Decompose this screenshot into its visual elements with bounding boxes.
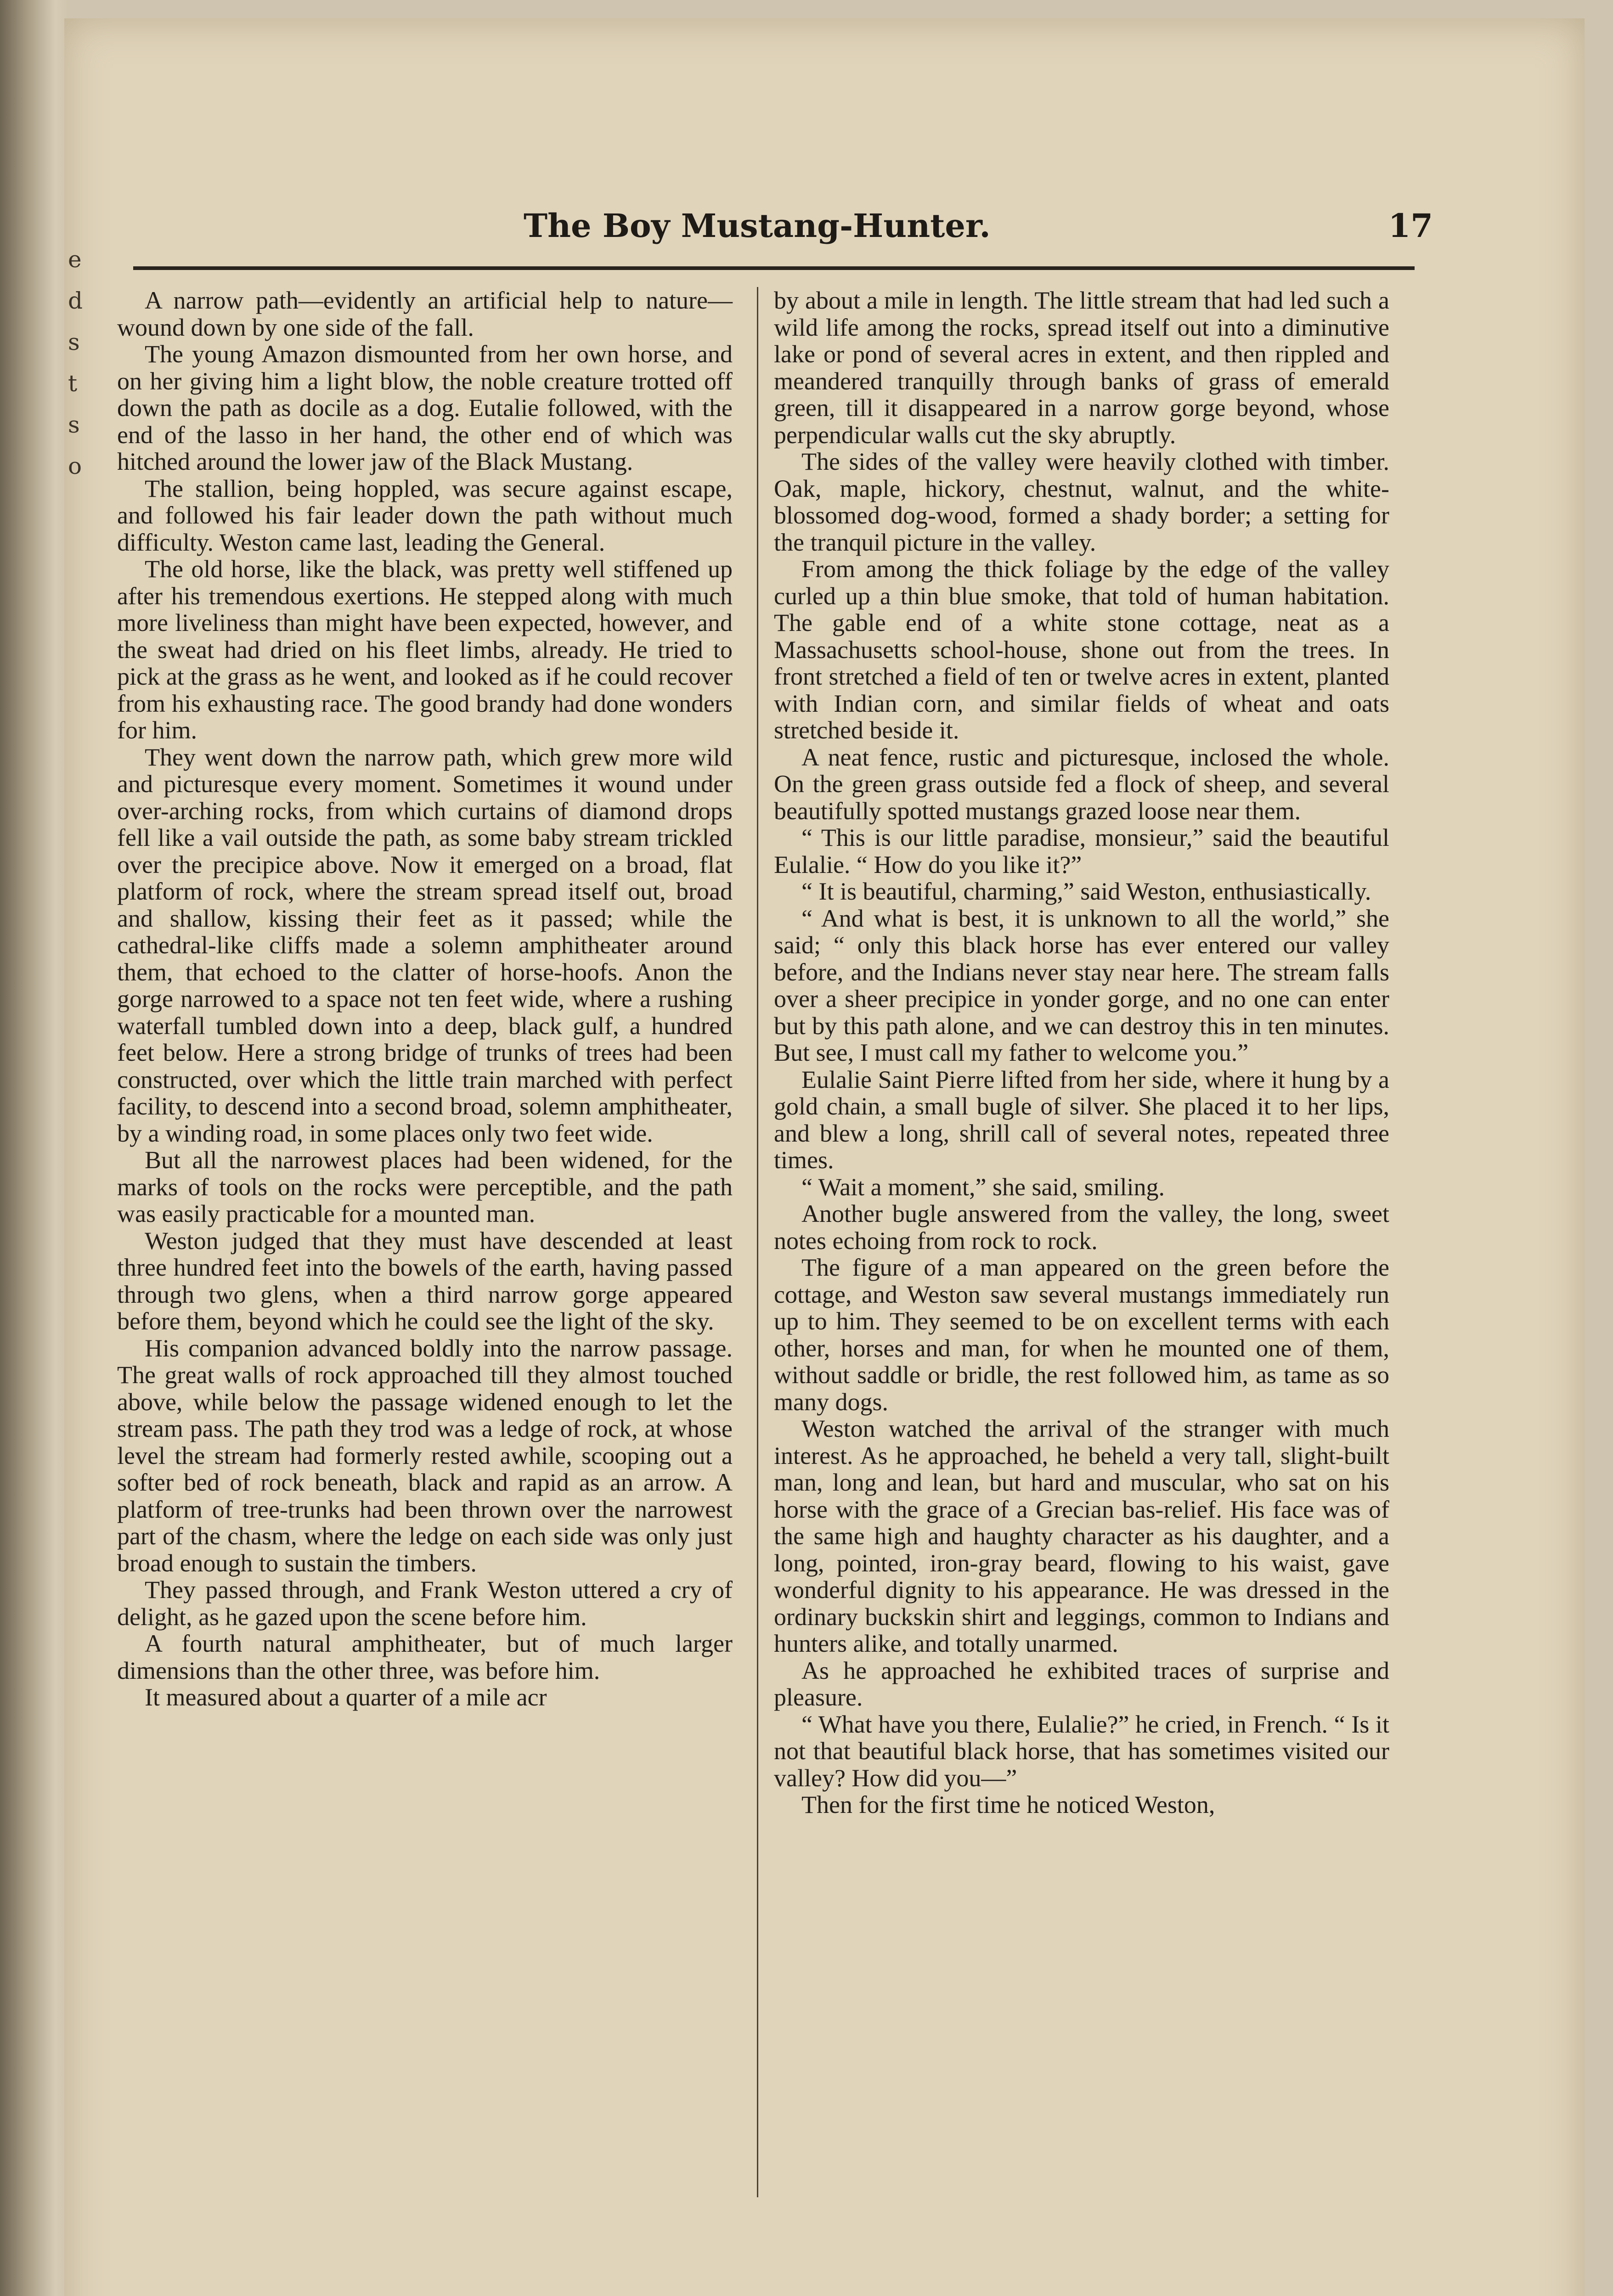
paragraph: They passed through, and Frank Weston uttered a cry of delight, as he gazed upon the scene before him. [117,1576,733,1631]
paragraph: A fourth natural amphitheater, but of much larger dimensions than the other three, was before him. [117,1630,733,1684]
paragraph: As he approached he exhibited traces of surprise and pleasure. [774,1656,1389,1711]
margin-mark: s [68,329,80,355]
margin-mark: o [68,453,82,479]
paragraph: Eulalie Saint Pierre lifted from her side, where it hung by a gold chain, a small bugle of silver. She placed it to her lips, and blew a long, shrill call of several notes, repeated three times. [774,1065,1389,1174]
paragraph: Weston judged that they must have descended at least three hundred feet into the bowels of the earth, having passed through two glens, when a third narrow gorge appeared before them, beyond which he could see the light of the sky. [117,1227,733,1335]
paragraph: by about a mile in length. The little stream that had led such a wild life among the rocks, spread itself out into a diminutive lake or pond of several acres in extent, and then rippled and meandered tranquilly through banks of grass of emerald green, till it disappeared in a narrow gorge beyond, whose perpendicular walls cut the sky abruptly. [774,287,1389,449]
margin-marks [68,239,86,487]
paragraph: The young Amazon dismounted from her own horse, and on her giving him a light blow, the noble creature trotted off down the path as docile as a dog. Eutalie followed, with the end of the lasso in her hand, the other end of which was hitched around the lower jaw of the Black Mustang. [117,340,733,475]
margin-mark: s [68,411,80,438]
paragraph: “ What have you there, Eulalie?” he cried, in French. “ Is it not that beautiful black horse, that has sometimes visited our valley? How did you—” [774,1710,1389,1792]
margin-mark: e [68,246,82,273]
paragraph: The stallion, being hoppled, was secure against escape, and followed his fair leader down the path without much difficulty. Weston came last, leading the General. [117,474,733,556]
paragraph: It measured about a quarter of a mile acr [145,1683,547,1711]
paragraph: The old horse, like the black, was pretty well stiffened up after his tremendous exertions. He stepped along with much more liveliness than might have been expected, however, and the sweat had dried on his fleet limbs, already. He tried to pick at the grass as he went, and looked as if he could recover from his exhausting race. The good brandy had done wonders for him. [117,555,733,744]
paragraph: They went down the narrow path, which grew more wild and picturesque every moment. Sometimes it wound under over-arching rocks, from which curtains of diamond drops fell like a vail outside the path, as some baby stream trickled over the precipice above. Now it emerged on a broad, flat platform of rock, where the stream spread itself out, broad and shallow, kissing their feet as it passed; while the cathedral-like cliffs made a solemn amphitheater around them, that echoed to the clatter of horse-hoofs. Anon the gorge narrowed to a space not ten feet wide, where a rushing waterfall tumbled down into a deep, black gulf, a hundred feet below. Here a strong bridge of trunks of trees had been constructed, over which the little train marched with perfect facility, to descend into a second broad, solemn amphitheater, by a winding road, in some places only two feet wide. [117,743,733,1147]
column-divider [757,287,758,2197]
left-column [117,287,733,1711]
paragraph: A neat fence, rustic and picturesque, inclosed the whole. On the green grass outside fed a flock of sheep, and several beautifully spotted mustangs grazed loose near them. [774,743,1389,825]
paragraph: Then for the first time he noticed Weston, [801,1791,1215,1818]
paragraph: “ It is beautiful, charming,” said Weston, enthusiastically. [801,878,1371,905]
paragraph: Another bugle answered from the valley, the long, sweet notes echoing from rock to rock. [774,1200,1389,1255]
right-column [774,287,1389,1818]
paragraph: A narrow path—evidently an artificial help to nature—wound down by one side of the fall. [117,287,733,341]
header-rule [133,266,1415,270]
paragraph: From among the thick foliage by the edge of the valley curled up a thin blue smoke, that told of human habitation. The gable end of a white stone cottage, neat as a Massachusetts school-house, shone out from the trees. In front stretched a field of ten or twelve acres in extent, planted with Indian corn, and similar fields of wheat and oats stretched beside it. [774,555,1389,744]
header-title: The Boy Mustang-Hunter. [524,207,991,245]
paragraph: But all the narrowest places had been widened, for the marks of tools on the rocks were perceptible, and the path was easily practicable for a mounted man. [117,1146,733,1227]
paragraph: “ This is our little paradise, monsieur,” said the beautiful Eulalie. “ How do you like it?” [774,824,1389,878]
margin-mark: t [68,370,78,397]
paragraph: His companion advanced boldly into the narrow passage. The great walls of rock approached till they almost touched above, while below the passage widened enough to let the stream pass. The path they trod was a ledge of rock, at whose level the stream had formerly rested awhile, scooping out a softer bed of rock beneath, black and rapid as an arrow. A platform of tree-trunks had been thrown over the narrowest part of the chasm, where the ledge on each side was only just broad enough to sustain the timbers. [117,1334,733,1577]
paragraph: The sides of the valley were heavily clothed with timber. Oak, maple, hickory, chestnut, walnut, and the white-blossomed dog-wood, formed a shady border; a setting for the tranquil picture in the valley. [774,448,1389,556]
margin-mark: d [68,287,83,314]
page-number: 17 [1388,207,1433,245]
paragraph: Weston watched the arrival of the stranger with much interest. As he approached, he beheld a very tall, slight-built man, long and lean, but hard and muscular, who sat on his horse with the grace of a Grecian bas-relief. His face was of the same high and haughty character as his daughter, and a long, pointed, iron-gray beard, flowing to his waist, gave wonderful dignity to his appearance. He was dressed in the ordinary buckskin shirt and leggings, common to Indians and hunters alike, and totally unarmed. [774,1415,1389,1657]
paragraph: “ And what is best, it is unknown to all the world,” she said; “ only this black horse has ever entered our valley before, and the Indians never stay near here. The stream falls over a sheer precipice in yonder gorge, and no one can enter but by this path alone, and we can destroy this in ten minutes. But see, I must call my father to welcome you.” [774,904,1389,1066]
paragraph: The figure of a man appeared on the green before the cottage, and Weston saw several mustangs immediately run up to him. They seemed to be on excellent terms with each other, horses and man, for when he mounted one of them, without saddle or bridle, the rest followed him, as tame as so many dogs. [774,1254,1389,1416]
paragraph: “ Wait a moment,” she said, smiling. [801,1173,1165,1201]
book-spine [0,0,69,2296]
